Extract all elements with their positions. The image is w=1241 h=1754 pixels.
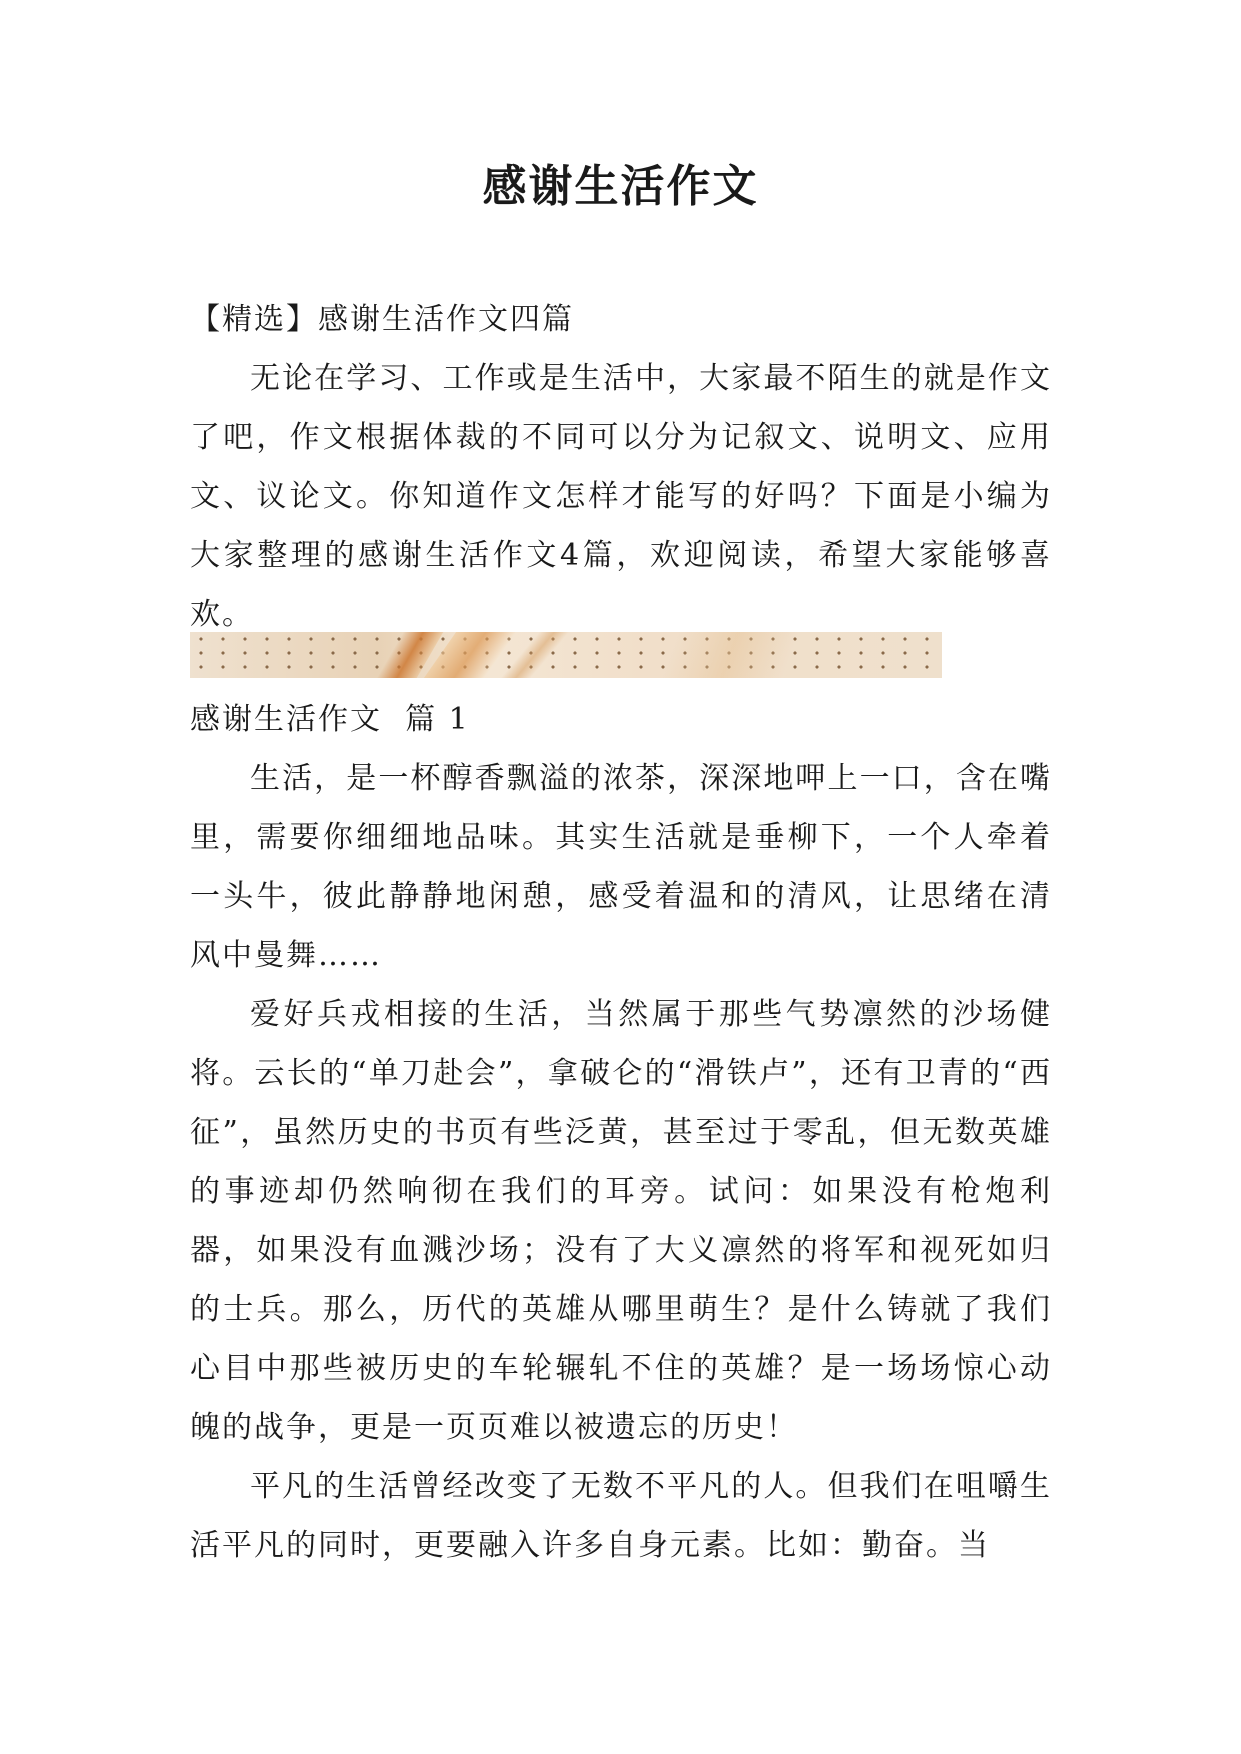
banner-page-fold [662,632,799,678]
body-paragraph: 平凡的生活曾经改变了无数不平凡的人。但我们在咀嚼生活平凡的同时，更要融入许多自身元素。比如：勤奋。当 [190,1469,1052,1563]
document-title: 感谢生活作文 [482,161,759,212]
decorative-banner-image [190,632,942,678]
intro-block [190,349,1052,644]
section-heading: 感谢生活作文 篇 1 [190,702,470,737]
document-subtitle: 【精选】感谢生活作文四篇 [190,302,574,337]
section-body [190,749,1052,1575]
body-paragraph: 生活，是一杯醇香飘溢的浓茶，深深地呷上一口，含在嘴里，需要你细细地品味。其实生活就是垂柳下，一个人牵着一头牛，彼此静静地闲憩，感受着温和的清风，让思绪在清风中曼舞…… [190,761,1052,973]
intro-paragraph: 无论在学习、工作或是生活中，大家最不陌生的就是作文了吧，作文根据体裁的不同可以分为记叙文、说明文、应用文、议论文。你知道作文怎样才能写的好吗？下面是小编为大家整理的感谢生活作文4篇，欢迎阅读，希望大家能够喜欢。 [190,361,1052,632]
body-paragraph: 爱好兵戎相接的生活，当然属于那些气势凛然的沙场健将。云长的“单刀赴会”，拿破仑的“滑铁卢”，还有卫青的“西征”，虽然历史的书页有些泛黄，甚至过于零乱，但无数英雄的事迹却仍然响彻在我们的耳旁。试问：如果没有枪炮利器，如果没有血溅沙场；没有了大义凛然的将军和视死如归的士兵。那么，历代的英雄从哪里萌生？是什么铸就了我们心目中那些被历史的车轮辗轧不住的英雄？是一场场惊心动魄的战争，更是一页页难以被遗忘的历史！ [190,997,1052,1445]
